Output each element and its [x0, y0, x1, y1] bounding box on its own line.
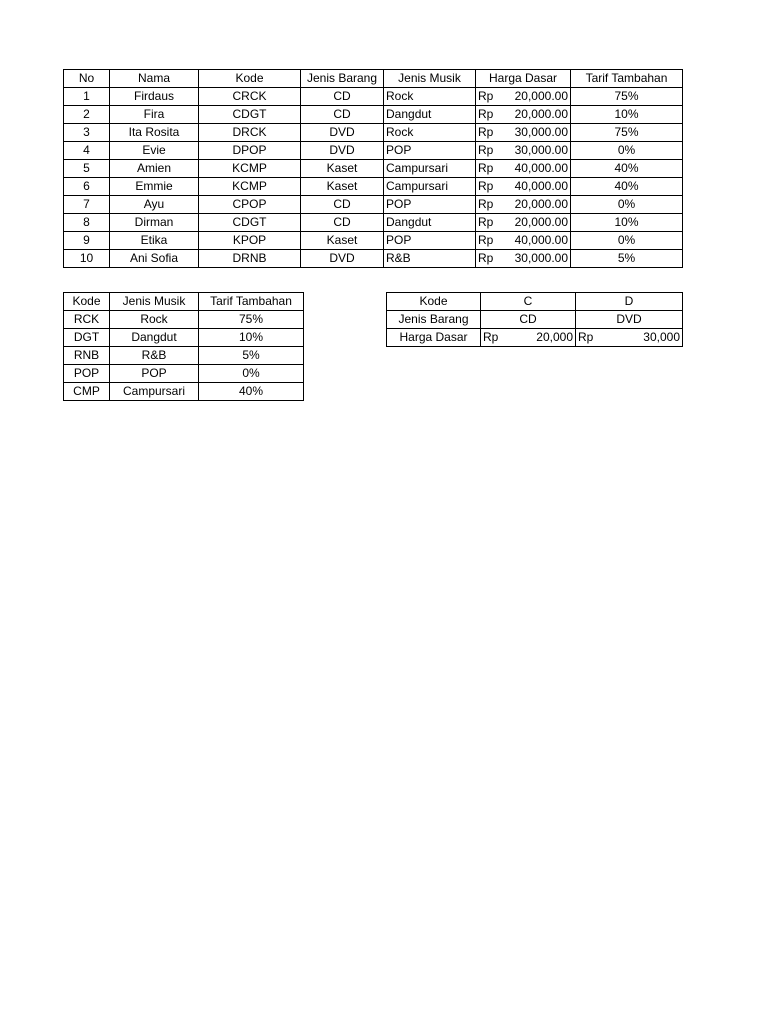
main-table-body: [64, 88, 683, 268]
cell-jenis-barang: CD: [301, 88, 384, 106]
cell-jenis-musik: Rock: [384, 124, 476, 142]
currency-label: Rp: [478, 179, 494, 193]
cell-tarif-tambahan: 5%: [199, 347, 304, 365]
lookup-musik-header-row: [64, 293, 304, 311]
lookup-musik-header-jenis-musik: Jenis Musik: [110, 293, 199, 311]
cell-jenis-musik: POP: [384, 232, 476, 250]
lookup-barang-label-kode: Kode: [387, 293, 481, 311]
cell-nama: Amien: [110, 160, 199, 178]
cell-nama: Fira: [110, 106, 199, 124]
cell-harga-dasar: [476, 178, 571, 196]
cell-kode: CDGT: [199, 106, 301, 124]
cell-jenis-musik: Dangdut: [110, 329, 199, 347]
cell-harga-dasar: [476, 160, 571, 178]
cell-tarif-tambahan: 5%: [571, 250, 683, 268]
lookup-barang-harga-d: [576, 329, 683, 347]
cell-tarif-tambahan: 0%: [571, 142, 683, 160]
cell-harga-dasar: [476, 106, 571, 124]
cell-no: 10: [64, 250, 110, 268]
currency-label: Rp: [478, 107, 494, 121]
cell-jenis-musik: POP: [384, 196, 476, 214]
table-row: [64, 124, 683, 142]
cell-kode: KPOP: [199, 232, 301, 250]
cell-no: 1: [64, 88, 110, 106]
table-row: [64, 106, 683, 124]
currency-label: Rp: [478, 89, 494, 103]
table-row: [64, 88, 683, 106]
cell-nama: Dirman: [110, 214, 199, 232]
table-row: [64, 178, 683, 196]
currency-label: Rp: [578, 330, 594, 344]
harga-value: 40,000.00: [514, 179, 568, 193]
cell-harga-dasar: [476, 142, 571, 160]
cell-nama: Firdaus: [110, 88, 199, 106]
currency-label: Rp: [478, 125, 494, 139]
cell-jenis-musik: Campursari: [110, 383, 199, 401]
cell-jenis-barang: DVD: [301, 142, 384, 160]
cell-jenis-musik: Campursari: [384, 178, 476, 196]
harga-value: 30,000: [643, 330, 680, 344]
lookup-musik-header-tarif: Tarif Tambahan: [199, 293, 304, 311]
table-row: [64, 196, 683, 214]
cell-tarif-tambahan: 10%: [199, 329, 304, 347]
lookup-barang-row-jenis: [387, 311, 683, 329]
table-row: [64, 347, 304, 365]
cell-jenis-barang: CD: [301, 214, 384, 232]
cell-no: 3: [64, 124, 110, 142]
lookup-barang-jenis-d: DVD: [576, 311, 683, 329]
cell-harga-dasar: [476, 214, 571, 232]
table-row: [64, 250, 683, 268]
currency-label: Rp: [478, 215, 494, 229]
cell-kode: KCMP: [199, 178, 301, 196]
lookup-barang-label-jenis: Jenis Barang: [387, 311, 481, 329]
cell-jenis-barang: Kaset: [301, 160, 384, 178]
cell-harga-dasar: [476, 250, 571, 268]
cell-nama: Ani Sofia: [110, 250, 199, 268]
lookup-barang-harga-c: [481, 329, 576, 347]
lookup-musik-body: [64, 311, 304, 401]
harga-value: 20,000.00: [514, 107, 568, 121]
header-jenis-barang: Jenis Barang: [301, 70, 384, 88]
cell-kode: DPOP: [199, 142, 301, 160]
currency-label: Rp: [478, 233, 494, 247]
main-table-header-row: [64, 70, 683, 88]
harga-value: 20,000.00: [514, 197, 568, 211]
cell-tarif-tambahan: 40%: [199, 383, 304, 401]
cell-kode: CPOP: [199, 196, 301, 214]
currency-label: Rp: [478, 197, 494, 211]
cell-jenis-musik: POP: [110, 365, 199, 383]
table-row: [64, 214, 683, 232]
cell-jenis-musik: Campursari: [384, 160, 476, 178]
lookup-barang-kode-d: D: [576, 293, 683, 311]
cell-tarif-tambahan: 75%: [571, 88, 683, 106]
cell-harga-dasar: [476, 232, 571, 250]
cell-kode: CRCK: [199, 88, 301, 106]
table-row: [64, 142, 683, 160]
harga-value: 20,000: [536, 330, 573, 344]
cell-tarif-tambahan: 0%: [571, 196, 683, 214]
currency-label: Rp: [483, 330, 499, 344]
cell-jenis-barang: CD: [301, 196, 384, 214]
cell-jenis-musik: Rock: [110, 311, 199, 329]
lookup-barang-row-kode: [387, 293, 683, 311]
lookup-barang-label-harga: Harga Dasar: [387, 329, 481, 347]
header-tarif-tambahan: Tarif Tambahan: [571, 70, 683, 88]
lookup-barang-kode-c: C: [481, 293, 576, 311]
harga-value: 20,000.00: [514, 215, 568, 229]
cell-no: 2: [64, 106, 110, 124]
lookup-barang-jenis-c: CD: [481, 311, 576, 329]
harga-value: 20,000.00: [514, 89, 568, 103]
cell-no: 5: [64, 160, 110, 178]
table-row: [64, 311, 304, 329]
cell-harga-dasar: [476, 88, 571, 106]
header-kode: Kode: [199, 70, 301, 88]
harga-value: 30,000.00: [514, 251, 568, 265]
header-no: No: [64, 70, 110, 88]
cell-no: 4: [64, 142, 110, 160]
cell-tarif-tambahan: 0%: [571, 232, 683, 250]
cell-tarif-tambahan: 40%: [571, 160, 683, 178]
cell-no: 8: [64, 214, 110, 232]
table-row: [64, 329, 304, 347]
table-row: [64, 383, 304, 401]
cell-kode: POP: [64, 365, 110, 383]
cell-tarif-tambahan: 10%: [571, 214, 683, 232]
harga-value: 40,000.00: [514, 161, 568, 175]
cell-nama: Etika: [110, 232, 199, 250]
cell-kode: RCK: [64, 311, 110, 329]
cell-tarif-tambahan: 40%: [571, 178, 683, 196]
cell-kode: DRNB: [199, 250, 301, 268]
cell-jenis-barang: DVD: [301, 124, 384, 142]
cell-no: 7: [64, 196, 110, 214]
cell-kode: DGT: [64, 329, 110, 347]
cell-tarif-tambahan: 0%: [199, 365, 304, 383]
cell-tarif-tambahan: 75%: [199, 311, 304, 329]
harga-value: 30,000.00: [514, 125, 568, 139]
table-row: [64, 160, 683, 178]
cell-tarif-tambahan: 10%: [571, 106, 683, 124]
cell-kode: RNB: [64, 347, 110, 365]
cell-jenis-musik: Dangdut: [384, 106, 476, 124]
cell-jenis-musik: R&B: [110, 347, 199, 365]
table-row: [64, 232, 683, 250]
harga-value: 30,000.00: [514, 143, 568, 157]
cell-harga-dasar: [476, 124, 571, 142]
cell-kode: CMP: [64, 383, 110, 401]
harga-value: 40,000.00: [514, 233, 568, 247]
header-nama: Nama: [110, 70, 199, 88]
header-jenis-musik: Jenis Musik: [384, 70, 476, 88]
currency-label: Rp: [478, 251, 494, 265]
cell-kode: KCMP: [199, 160, 301, 178]
cell-harga-dasar: [476, 196, 571, 214]
cell-nama: Ayu: [110, 196, 199, 214]
cell-jenis-barang: Kaset: [301, 178, 384, 196]
cell-nama: Ita Rosita: [110, 124, 199, 142]
currency-label: Rp: [478, 161, 494, 175]
cell-jenis-barang: DVD: [301, 250, 384, 268]
cell-jenis-barang: Kaset: [301, 232, 384, 250]
lookup-musik-header-kode: Kode: [64, 293, 110, 311]
cell-kode: CDGT: [199, 214, 301, 232]
cell-jenis-musik: Dangdut: [384, 214, 476, 232]
lookup-barang-table: [386, 292, 683, 347]
cell-jenis-musik: POP: [384, 142, 476, 160]
currency-label: Rp: [478, 143, 494, 157]
lookup-barang-row-harga: [387, 329, 683, 347]
cell-no: 6: [64, 178, 110, 196]
cell-jenis-musik: Rock: [384, 88, 476, 106]
header-harga-dasar: Harga Dasar: [476, 70, 571, 88]
lookup-musik-table: [63, 292, 304, 401]
table-row: [64, 365, 304, 383]
cell-tarif-tambahan: 75%: [571, 124, 683, 142]
cell-jenis-musik: R&B: [384, 250, 476, 268]
cell-nama: Evie: [110, 142, 199, 160]
cell-jenis-barang: CD: [301, 106, 384, 124]
main-table: [63, 69, 683, 268]
cell-no: 9: [64, 232, 110, 250]
cell-nama: Emmie: [110, 178, 199, 196]
cell-kode: DRCK: [199, 124, 301, 142]
